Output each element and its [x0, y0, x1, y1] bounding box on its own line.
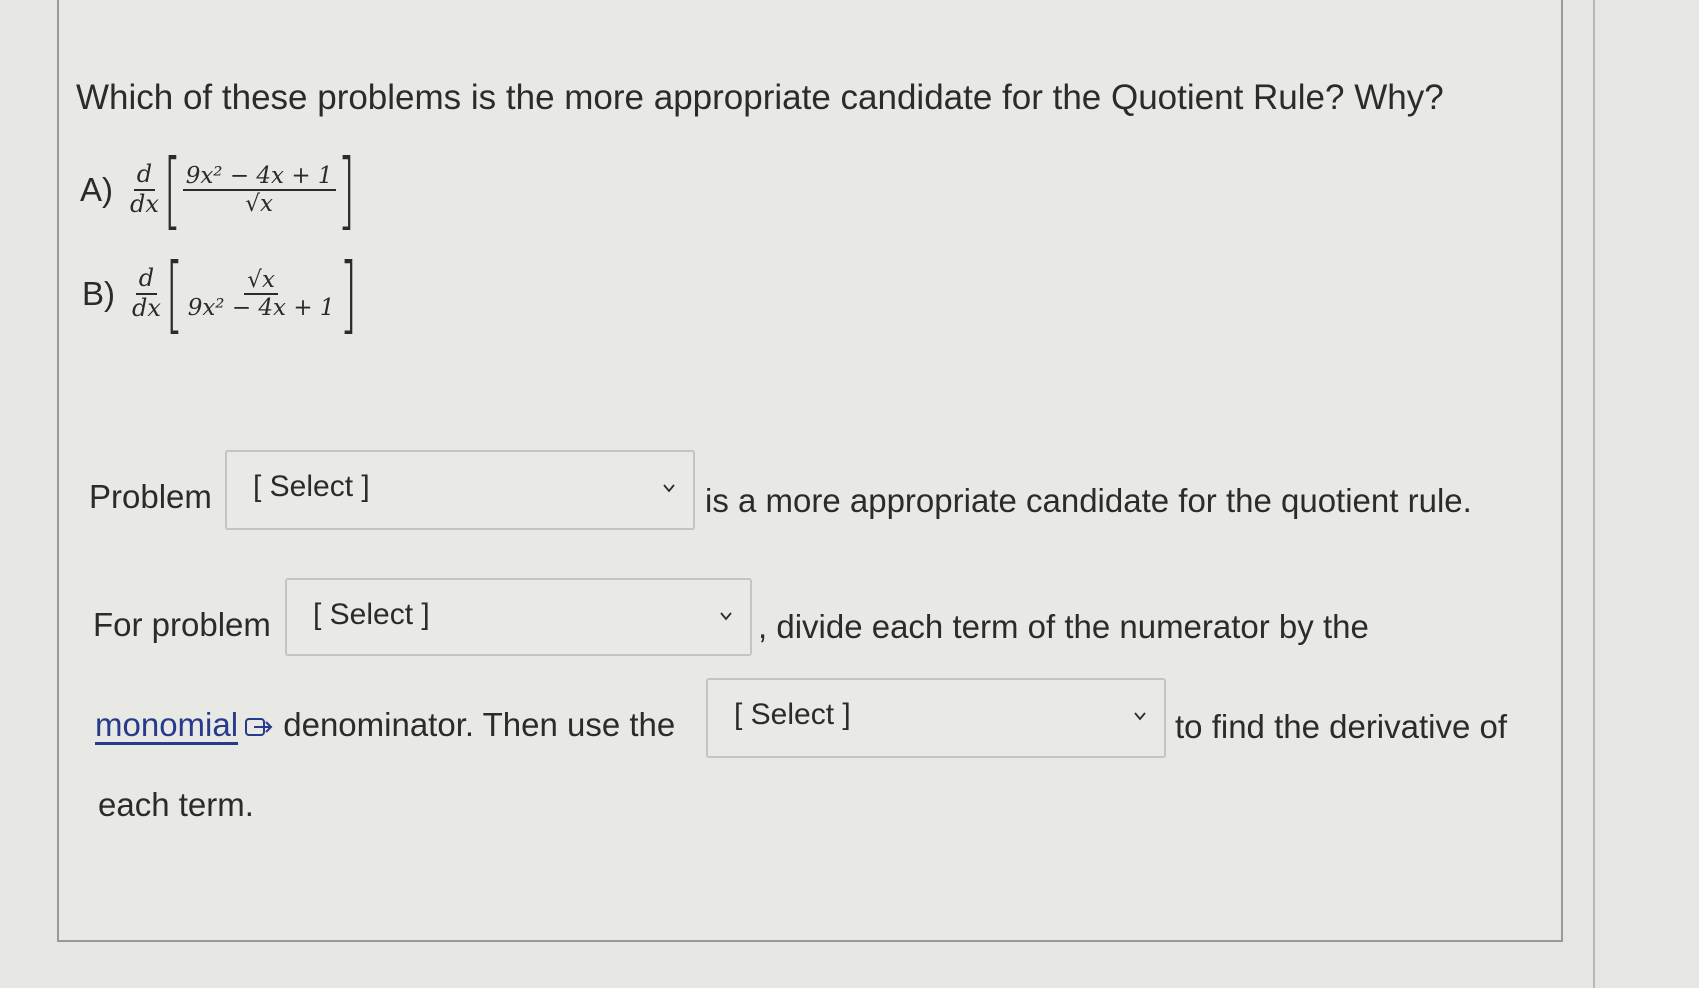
sentence1-prefix: Problem	[89, 478, 212, 515]
choice-b-denominator: 9x² − 4x + 1	[187, 295, 335, 321]
right-bracket: ]	[338, 245, 357, 343]
problem-select-dropdown[interactable]	[225, 450, 695, 530]
chevron-down-icon	[1134, 710, 1146, 722]
choice-a-numerator: 9x² − 4x + 1	[183, 163, 336, 191]
select-value: [ Select ]	[253, 470, 370, 503]
choice-b	[82, 245, 358, 343]
left-bracket: [	[165, 245, 184, 343]
choice-b-numerator: √x	[244, 267, 278, 295]
for-problem-select-dropdown[interactable]	[285, 578, 752, 656]
monomial-line	[95, 706, 675, 744]
rule-select-dropdown[interactable]	[706, 678, 1166, 758]
left-bracket: [	[163, 141, 182, 239]
sentence1-suffix: is a more appropriate candidate for the quotient rule.	[705, 482, 1472, 519]
chevron-down-icon	[663, 482, 675, 494]
choice-b-fraction	[185, 267, 338, 322]
choice-letter: B)	[82, 275, 115, 312]
sentence2-last-line: each term.	[98, 786, 254, 823]
sentence2-middle: denominator. Then use the	[283, 706, 676, 743]
derivative-operator: $\frac{d}{dx}$	[130, 160, 159, 218]
choice-b-expression	[129, 245, 358, 343]
choice-a-denominator: √x	[245, 191, 273, 217]
external-link-icon[interactable]	[244, 713, 274, 739]
sentence2-suffix: , divide each term of the numerator by the	[758, 608, 1369, 645]
right-bracket: ]	[336, 141, 355, 239]
derivative-operator: $\frac{d}{dx}$	[132, 264, 161, 322]
sentence2-prefix: For problem	[93, 606, 271, 643]
sentence2-end: to find the derivative of	[1175, 708, 1508, 745]
chevron-down-icon	[720, 610, 732, 622]
choice-a	[80, 141, 356, 239]
select-value: [ Select ]	[313, 598, 430, 631]
choice-a-fraction	[183, 163, 336, 218]
question-text: Which of these problems is the more appropriate candidate for the Quotient Rule? Why?	[76, 78, 1444, 117]
choice-a-expression	[127, 141, 356, 239]
monomial-link[interactable]: monomial	[95, 706, 239, 743]
select-value: [ Select ]	[734, 698, 851, 731]
choice-letter: A)	[80, 171, 113, 208]
